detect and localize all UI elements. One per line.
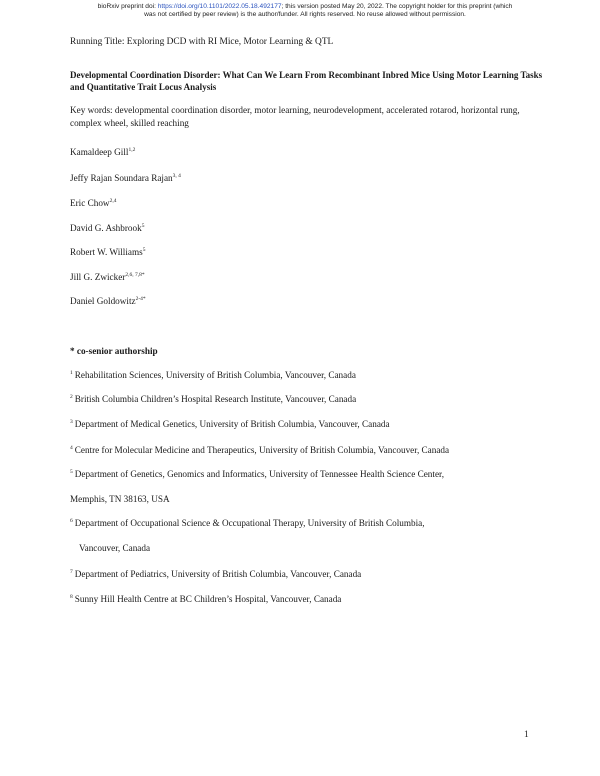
author	[70, 198, 116, 208]
affiliation-text: Department of Medical Genetics, University of British Columbia, Vancouver, Canada	[74, 419, 390, 429]
affiliation-text: Department of Pediatrics, University of British Columbia, Vancouver, Canada	[74, 569, 362, 579]
affiliation-number: 3	[70, 419, 73, 425]
affiliation	[70, 518, 425, 528]
preprint-prefix: bioRxiv preprint doi:	[97, 3, 158, 10]
preprint-notice-line-1	[40, 3, 570, 11]
keywords: Key words: developmental coordination disorder, motor learning, neurodevelopment, accelerated rotarod, horizontal rung, complex wheel, skilled reaching	[70, 105, 520, 128]
doi-link[interactable]: https://doi.org/10.1101/2022.05.18.492177	[157, 3, 282, 10]
page-number: 1	[524, 730, 529, 740]
affiliation-number: 5	[70, 469, 73, 475]
author-name: Jeffy Rajan Soundara Rajan	[70, 173, 173, 183]
affiliation	[70, 569, 361, 579]
affiliation-number: 2	[70, 394, 73, 400]
affiliation	[70, 370, 356, 380]
preprint-notice-line-2: was not certified by peer review) is the author/funder. All rights reserved. No reuse allowed without permission.	[144, 11, 466, 18]
affiliation-number: 6	[70, 518, 73, 524]
author-name: Robert W. Williams	[70, 247, 143, 257]
affiliation-text: Department of Genetics, Genomics and Informatics, University of Tennessee Health Science Center,	[74, 469, 445, 479]
author-name: Kamaldeep Gill	[70, 147, 129, 157]
author-affiliation-marks: 1,2	[128, 147, 136, 153]
author	[70, 247, 145, 257]
affiliation	[70, 419, 390, 429]
author-affiliation-marks: 5	[142, 247, 146, 253]
affiliation	[70, 594, 341, 604]
author	[70, 173, 181, 183]
author-affiliation-marks: 5	[141, 223, 145, 229]
preprint-suffix: ; this version posted May 20, 2022. The copyright holder for this preprint (which	[281, 3, 513, 10]
affiliation-text: Centre for Molecular Medicine and Therapeutics, University of British Columbia, Vancouver, Canada	[74, 445, 450, 455]
author	[70, 223, 144, 233]
author-name: Jill G. Zwicker	[70, 272, 126, 282]
co-senior-note: * co-senior authorship	[70, 346, 158, 356]
affiliation-number: 4	[70, 445, 73, 451]
preprint-notice	[40, 3, 570, 19]
author-name: David G. Ashbrook	[70, 223, 142, 233]
affiliation-number: 7	[70, 569, 73, 575]
author-affiliation-marks: 2,6, 7,8*	[125, 272, 145, 278]
author-affiliation-marks: 2-4*	[135, 296, 146, 302]
author-name: Daniel Goldowitz	[70, 296, 136, 306]
affiliation	[70, 445, 449, 455]
affiliation-text: Department of Occupational Science & Occupational Therapy, University of British Columbia,	[74, 518, 425, 528]
affiliation-text: British Columbia Children’s Hospital Research Institute, Vancouver, Canada	[74, 394, 357, 404]
affiliation-text: Rehabilitation Sciences, University of British Columbia, Vancouver, Canada	[74, 370, 356, 380]
running-title: Running Title: Exploring DCD with RI Mice, Motor Learning & QTL	[70, 37, 334, 47]
author-affiliation-marks: 2,4	[109, 198, 117, 204]
affiliation-continuation: Vancouver, Canada	[79, 543, 151, 553]
affiliation-continuation: Memphis, TN 38163, USA	[70, 494, 170, 504]
paper-title: Developmental Coordination Disorder: What Can We Learn From Recombinant Inbred Mice Using Motor Learning Tasks and Quantitative Trait Locus Analysis	[70, 70, 543, 92]
affiliation	[70, 469, 444, 479]
affiliation-number: 8	[70, 594, 73, 600]
affiliation-text: Sunny Hill Health Centre at BC Children’s Hospital, Vancouver, Canada	[74, 594, 342, 604]
affiliation	[70, 394, 356, 404]
author-name: Eric Chow	[70, 198, 110, 208]
author	[70, 147, 135, 157]
author	[70, 296, 146, 306]
affiliation-number: 1	[70, 370, 73, 376]
author-affiliation-marks: 3, 4	[172, 173, 181, 179]
author	[70, 272, 145, 282]
